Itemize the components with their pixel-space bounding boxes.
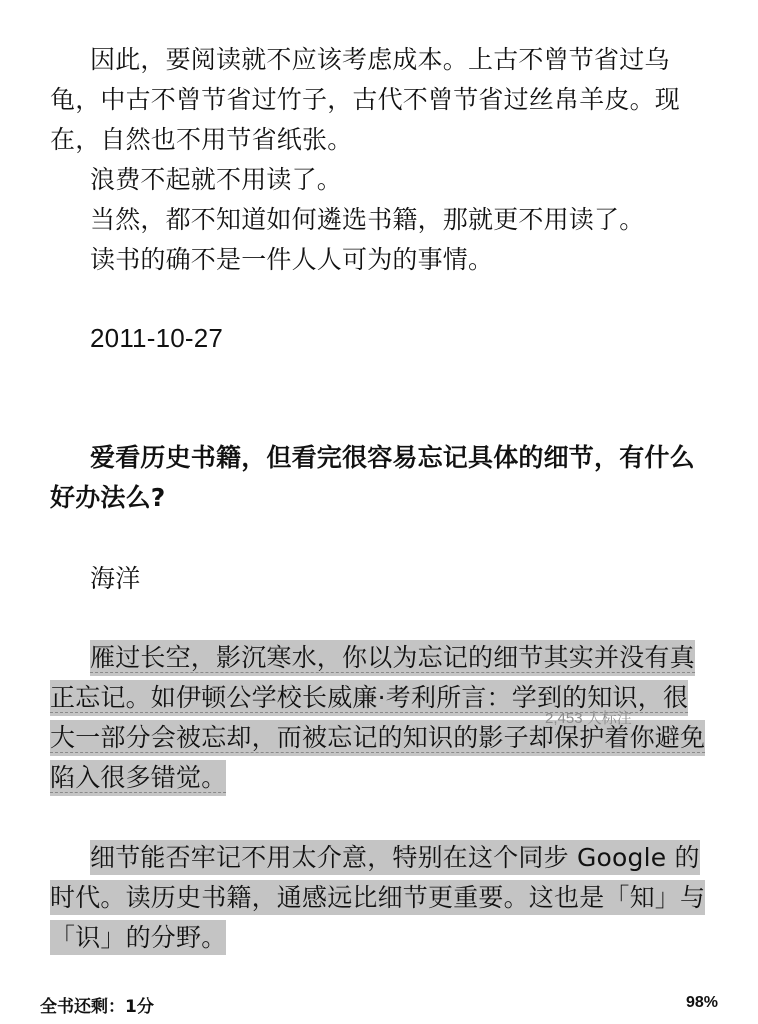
paragraph-select-books: 当然，都不知道如何遴选书籍，那就更不用读了。 bbox=[90, 205, 645, 234]
popular-highlight-count[interactable]: 2,453 人标注 bbox=[545, 710, 632, 727]
paragraph-cost: 因此，要阅读就不应该考虑成本。上古不曾节省过乌龟，中古不曾节省过竹子，古代不曾节省过丝帛羊皮。现在，自然也不用节省纸张。 bbox=[50, 45, 681, 154]
question-heading: 爱看历史书籍，但看完很容易忘记具体的细节，有什么好办法么? bbox=[50, 443, 695, 512]
question-author: 海洋 bbox=[90, 564, 141, 593]
highlight-span[interactable]: 细节能否牢记不用太介意，特别在这个同步 Google 的时代。读历史书籍，通感远比细节更重要。这也是「知」与「识」的分野。 bbox=[50, 843, 706, 952]
time-remaining: 全书还剩：1分 bbox=[40, 997, 154, 1017]
entry-date: 2011-10-27 bbox=[90, 323, 224, 353]
paragraph-reading-not-for-all: 读书的确不是一件人人可为的事情。 bbox=[90, 245, 494, 274]
highlight-span[interactable]: 雁过长空，影沉寒水，你以为忘记的细节其实并没有真正忘记。如伊顿公学校长威廉·考利所言：学到的知识，很大一部分会被忘却，而被忘记的知识的影子却保护着你避免陷入很多错觉。 bbox=[50, 643, 706, 792]
answer-paragraph-highlighted-2[interactable] bbox=[50, 838, 710, 958]
paragraph-waste: 浪费不起就不用读了。 bbox=[90, 165, 343, 194]
reading-progress: 98% bbox=[685, 994, 718, 1011]
